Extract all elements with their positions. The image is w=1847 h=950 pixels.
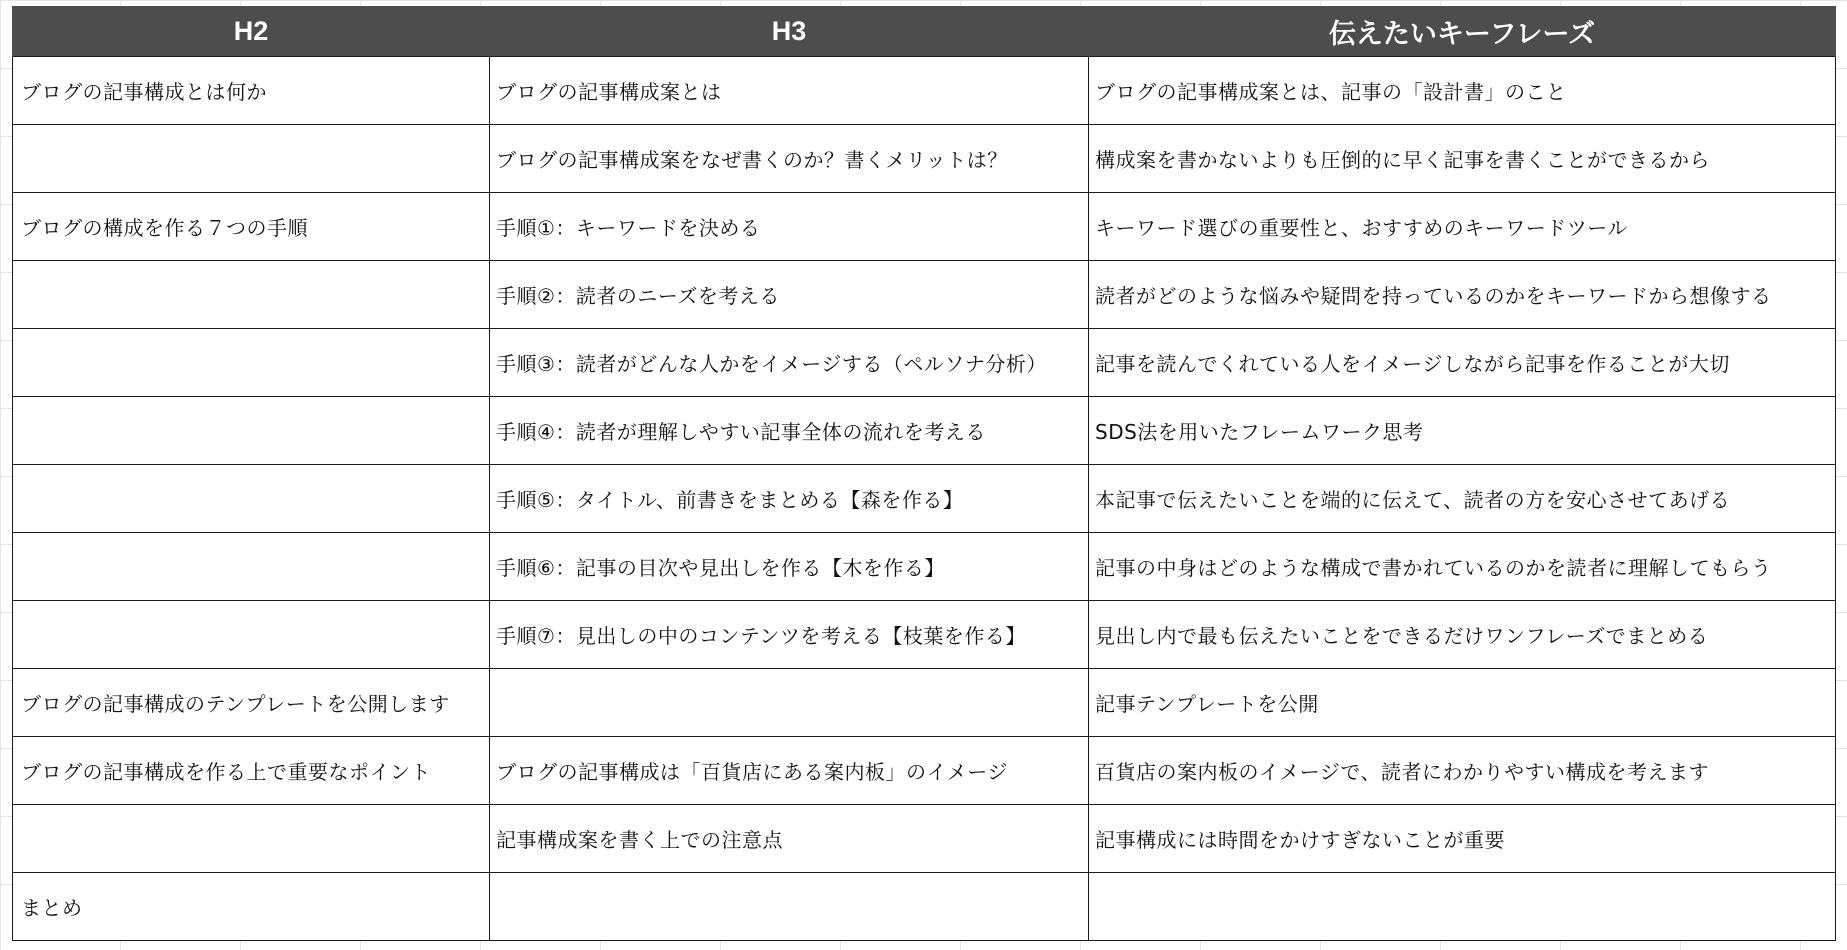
table-row <box>13 601 1836 669</box>
header-cell-key-phrase[interactable]: 伝えたいキーフレーズ <box>1089 6 1836 57</box>
h2-cell[interactable]: ブログの記事構成とは何か <box>13 57 490 125</box>
h2-cell[interactable] <box>13 329 490 397</box>
key-phrase-cell[interactable]: 構成案を書かないよりも圧倒的に早く記事を書くことができるから <box>1089 125 1836 193</box>
h3-cell[interactable]: 手順③：読者がどんな人かをイメージする（ペルソナ分析） <box>490 329 1089 397</box>
h2-cell[interactable]: まとめ <box>13 873 490 941</box>
h3-cell[interactable]: 手順②：読者のニーズを考える <box>490 261 1089 329</box>
key-phrase-cell[interactable]: 記事の中身はどのような構成で書かれているのかを読者に理解してもらう <box>1089 533 1836 601</box>
h3-cell[interactable]: 手順⑥：記事の目次や見出しを作る【木を作る】 <box>490 533 1089 601</box>
h2-cell[interactable] <box>13 465 490 533</box>
h2-cell[interactable] <box>13 533 490 601</box>
table-row <box>13 57 1836 125</box>
h3-cell[interactable] <box>490 669 1089 737</box>
table-row <box>13 261 1836 329</box>
key-phrase-cell[interactable]: SDS法を用いたフレームワーク思考 <box>1089 397 1836 465</box>
h2-cell[interactable] <box>13 261 490 329</box>
header-cell-h3[interactable]: H3 <box>490 6 1089 57</box>
article-outline-table <box>12 6 1836 941</box>
h3-cell[interactable]: 手順⑦：見出しの中のコンテンツを考える【枝葉を作る】 <box>490 601 1089 669</box>
h2-cell[interactable]: ブログの記事構成のテンプレートを公開します <box>13 669 490 737</box>
key-phrase-cell[interactable]: 百貨店の案内板のイメージで、読者にわかりやすい構成を考えます <box>1089 737 1836 805</box>
header-cell-h2[interactable]: H2 <box>13 6 490 57</box>
key-phrase-cell[interactable]: キーワード選びの重要性と、おすすめのキーワードツール <box>1089 193 1836 261</box>
key-phrase-cell[interactable]: 見出し内で最も伝えたいことをできるだけワンフレーズでまとめる <box>1089 601 1836 669</box>
h3-cell[interactable]: 手順⑤：タイトル、前書きをまとめる【森を作る】 <box>490 465 1089 533</box>
key-phrase-cell[interactable]: 記事テンプレートを公開 <box>1089 669 1836 737</box>
h3-cell[interactable]: 手順①：キーワードを決める <box>490 193 1089 261</box>
h3-cell[interactable]: 手順④：読者が理解しやすい記事全体の流れを考える <box>490 397 1089 465</box>
table-row <box>13 329 1836 397</box>
key-phrase-cell[interactable] <box>1089 873 1836 941</box>
header-row <box>13 6 1836 57</box>
h3-cell[interactable]: ブログの記事構成は「百貨店にある案内板」のイメージ <box>490 737 1089 805</box>
table-row <box>13 465 1836 533</box>
h2-cell[interactable] <box>13 805 490 873</box>
table-row <box>13 873 1836 941</box>
h3-cell[interactable] <box>490 873 1089 941</box>
h3-cell[interactable]: ブログの記事構成案をなぜ書くのか？書くメリットは？ <box>490 125 1089 193</box>
h3-cell[interactable]: ブログの記事構成案とは <box>490 57 1089 125</box>
key-phrase-cell[interactable]: 記事を読んでくれている人をイメージしながら記事を作ることが大切 <box>1089 329 1836 397</box>
table-row <box>13 193 1836 261</box>
key-phrase-cell[interactable]: 本記事で伝えたいことを端的に伝えて、読者の方を安心させてあげる <box>1089 465 1836 533</box>
h3-cell[interactable]: 記事構成案を書く上での注意点 <box>490 805 1089 873</box>
h2-cell[interactable] <box>13 125 490 193</box>
key-phrase-cell[interactable]: ブログの記事構成案とは、記事の「設計書」のこと <box>1089 57 1836 125</box>
table-row <box>13 737 1836 805</box>
table-row <box>13 805 1836 873</box>
table-row <box>13 397 1836 465</box>
h2-cell[interactable] <box>13 601 490 669</box>
h2-cell[interactable]: ブログの記事構成を作る上で重要なポイント <box>13 737 490 805</box>
key-phrase-cell[interactable]: 記事構成には時間をかけすぎないことが重要 <box>1089 805 1836 873</box>
h2-cell[interactable]: ブログの構成を作る７つの手順 <box>13 193 490 261</box>
table-row <box>13 669 1836 737</box>
table-row <box>13 125 1836 193</box>
key-phrase-cell[interactable]: 読者がどのような悩みや疑問を持っているのかをキーワードから想像する <box>1089 261 1836 329</box>
h2-cell[interactable] <box>13 397 490 465</box>
table-row <box>13 533 1836 601</box>
